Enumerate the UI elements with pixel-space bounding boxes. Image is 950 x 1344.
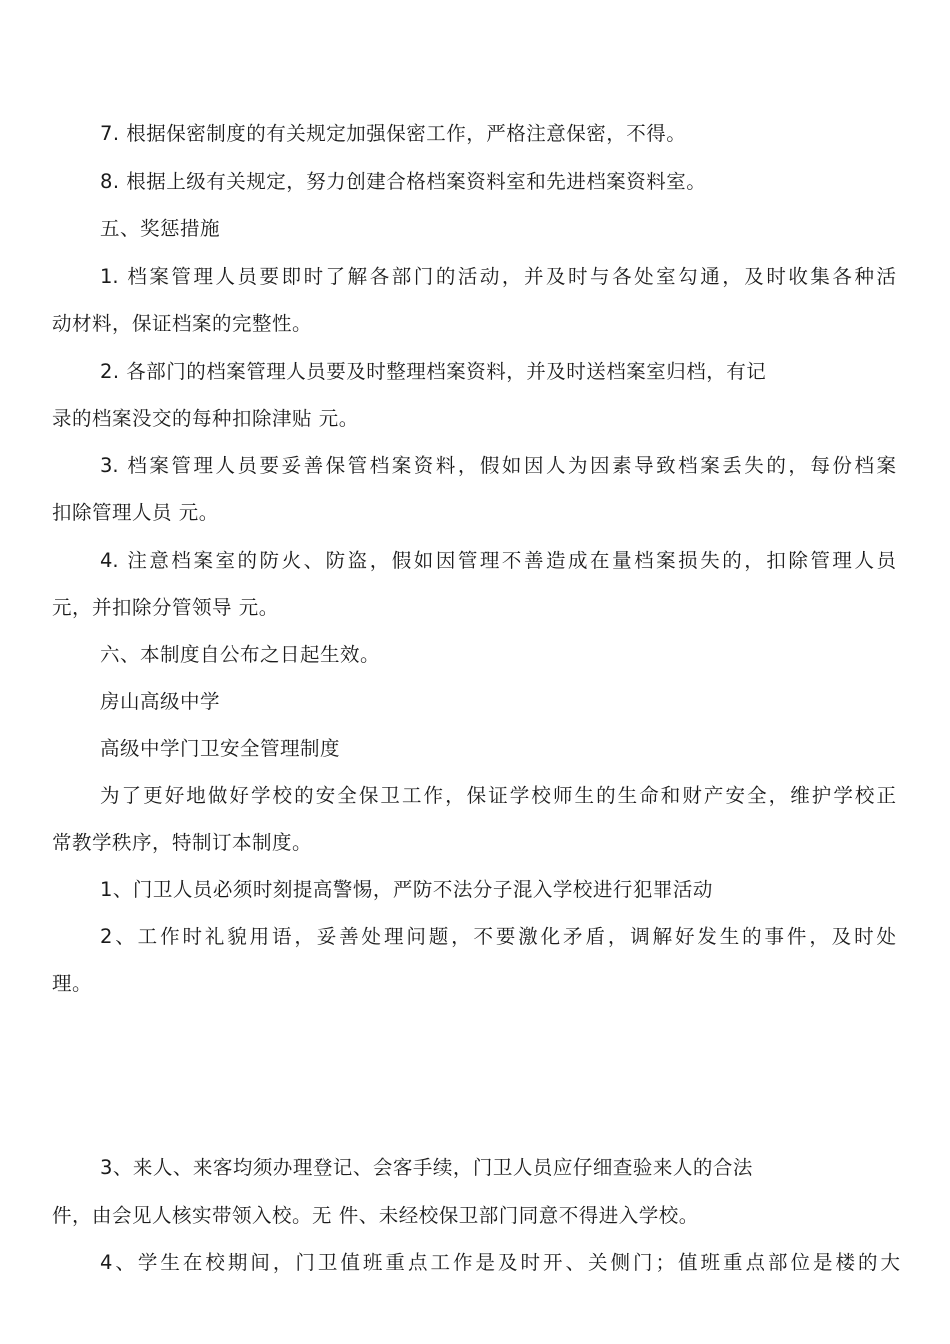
document-title: 高级中学门卫安全管理制度	[100, 737, 341, 760]
paragraph-line: 1. 档案管理人员要即时了解各部门的活动，并及时与各处室勾通，及时收集各种活	[100, 265, 896, 288]
paragraph-line: 7. 根据保密制度的有关规定加强保密工作，严格注意保密，不得。	[100, 122, 687, 145]
paragraph-line: 4. 注意档案室的防火、防盗，假如因管理不善造成在量档案损失的，扣除管理人员	[100, 549, 896, 572]
paragraph-line: 4、学生在校期间，门卫值班重点工作是及时开、关侧门；值班重点部位是楼的大	[100, 1251, 900, 1274]
paragraph-line: 常教学秩序，特制订本制度。	[52, 831, 313, 854]
paragraph-line: 理。	[52, 972, 93, 995]
paragraph-line: 录的档案没交的每种扣除津贴 元。	[52, 407, 359, 430]
paragraph-line: 元，并扣除分管领导 元。	[52, 596, 279, 619]
paragraph-line: 8. 根据上级有关规定，努力创建合格档案资料室和先进档案资料室。	[100, 170, 707, 193]
school-name: 房山高级中学	[100, 690, 221, 713]
section-heading: 五、奖惩措施	[100, 217, 221, 240]
paragraph-line: 件，由会见人核实带领入校。无 件、未经校保卫部门同意不得进入学校。	[52, 1204, 699, 1227]
paragraph-line: 3、来人、来客均须办理登记、会客手续，门卫人员应仔细查验来人的合法	[100, 1156, 753, 1179]
paragraph-line: 动材料，保证档案的完整性。	[52, 312, 313, 335]
paragraph-line: 扣除管理人员 元。	[52, 501, 219, 524]
paragraph-line: 1、门卫人员必须时刻提高警惕，严防不法分子混入学校进行犯罪活动	[100, 878, 713, 901]
paragraph-line: 2. 各部门的档案管理人员要及时整理档案资料，并及时送档案室归档，有记	[100, 360, 767, 383]
paragraph-line: 为了更好地做好学校的安全保卫工作，保证学校师生的生命和财产安全，维护学校正	[100, 784, 896, 807]
paragraph-line: 2、工作时礼貌用语，妥善处理问题，不要激化矛盾，调解好发生的事件，及时处	[100, 925, 896, 948]
section-heading: 六、本制度自公布之日起生效。	[100, 643, 381, 666]
paragraph-line: 3. 档案管理人员要妥善保管档案资料，假如因人为因素导致档案丢失的，每份档案	[100, 454, 896, 477]
